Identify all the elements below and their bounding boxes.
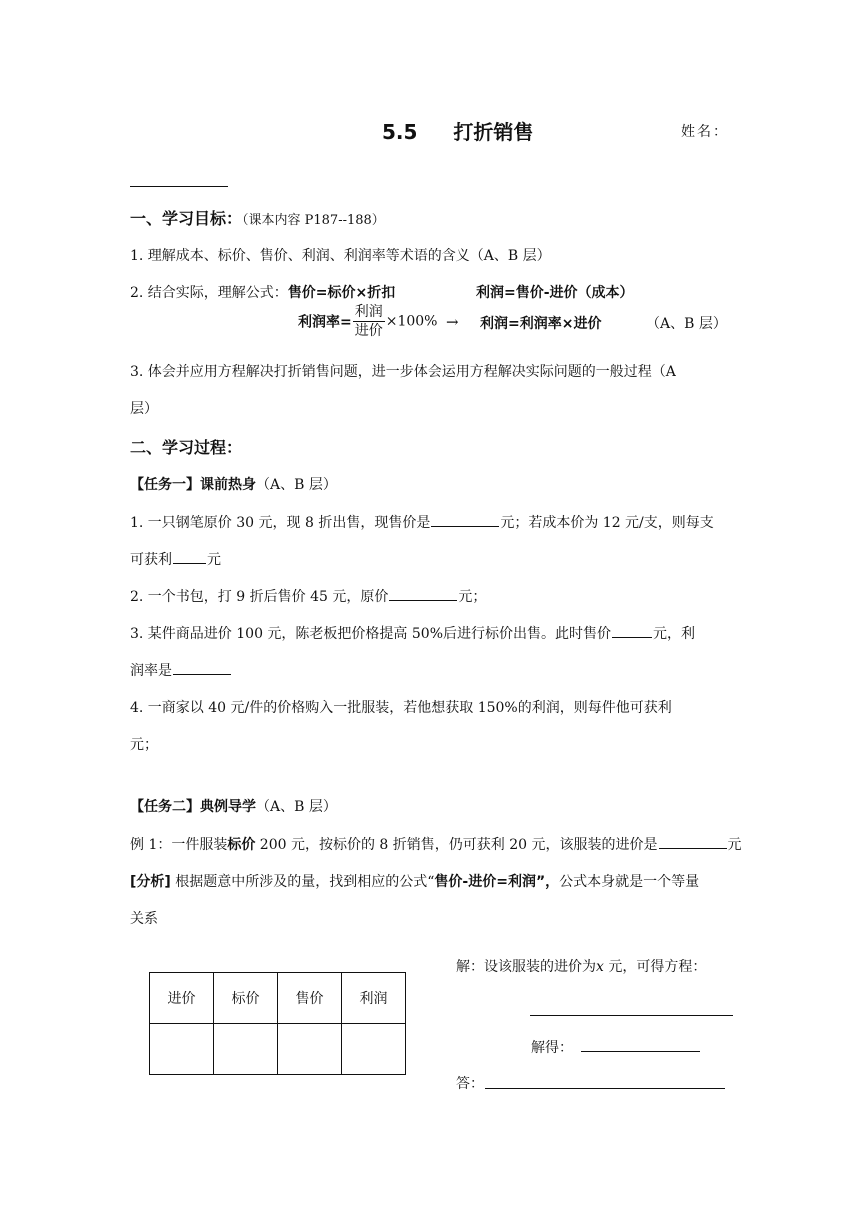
task2-label: 【任务二】典例导学 [130, 799, 256, 815]
name-label: 姓名： [681, 124, 729, 140]
q1-text-c: 可获利 [130, 552, 172, 568]
task1-label: 【任务一】课前热身 [130, 477, 256, 493]
formula-profit: 利润=售价-进价（成本） [476, 285, 634, 301]
rate-formula-row [298, 303, 438, 340]
table-cell-sale[interactable] [278, 1024, 342, 1075]
table-header-profit: 利润 [342, 973, 406, 1024]
table-header-marked: 标价 [214, 973, 278, 1024]
task2-heading [130, 796, 337, 816]
ex1-bold: 标价 [227, 837, 256, 853]
analysis-text-b: 公式本身就是一个等量 [559, 874, 700, 890]
analysis-line2: 关系 [130, 911, 158, 927]
task1-q4-line2: 元； [130, 737, 158, 753]
title-text: 打折销售 [453, 120, 534, 144]
goal-item-2 [130, 282, 395, 302]
solve-intro [456, 956, 706, 976]
answer-blank[interactable] [485, 1088, 725, 1089]
table-header-row [150, 973, 406, 1024]
analysis-text-a: 根据题意中所涉及的量，找到相应的公式“ [170, 874, 435, 890]
analysis-bold: 售价-进价=利润”， [434, 874, 560, 890]
solve-text-a: 解：设该服装的进价为 [456, 959, 596, 975]
table-header-sale: 售价 [278, 973, 342, 1024]
task1-q1-line1 [130, 512, 714, 532]
equation-blank[interactable] [530, 1015, 733, 1016]
goal-item-3-line2: 层） [130, 401, 158, 417]
q1-text-a: 1. 一只钢笔原价 30 元，现 8 折出售，现售价是 [130, 515, 431, 531]
title-number: 5.5 [382, 120, 418, 144]
task1-level: （A、B 层） [256, 477, 337, 493]
solved-blank[interactable] [581, 1051, 700, 1052]
q3-blank-2[interactable] [173, 660, 231, 675]
ex1-text-b: 200 元，按标价的 8 折销售，仍可获利 20 元，该服装的进价是 [255, 837, 658, 853]
ex1-text-a: 例 1：一件服装 [130, 837, 228, 853]
rate-fraction [353, 303, 385, 340]
ex1-blank[interactable] [659, 834, 727, 849]
table-header-cost: 进价 [150, 973, 214, 1024]
ex1-text-c: 元 [727, 837, 742, 853]
rate-suffix: ×100% [385, 313, 438, 330]
task1-q1-line2 [130, 549, 221, 569]
analysis-label: [分析] [130, 874, 171, 890]
table-cell-marked[interactable] [214, 1024, 278, 1075]
goal-item-3-line1: 3. 体会并应用方程解决打折销售问题，进一步体会运用方程解决实际问题的一般过程（A [130, 364, 676, 380]
rate-label: 利润率= [298, 314, 352, 331]
q3-text-b: 元，利 [653, 626, 695, 642]
rate-level: （A、B 层） [646, 316, 727, 332]
q3-text-c: 润率是 [130, 663, 172, 679]
section1-heading-row [130, 206, 385, 229]
rate-numerator: 利润 [354, 304, 383, 320]
formula-profit-rate: 利润=利润率×进价 [480, 316, 602, 332]
name-blank[interactable] [130, 186, 228, 187]
task1-q3-line1 [130, 623, 695, 643]
price-table [149, 972, 406, 1075]
solve-text-b: 元，可得方程： [603, 959, 707, 975]
task1-q2 [130, 586, 486, 606]
q1-text-d: 元 [207, 552, 221, 568]
page-title [382, 116, 533, 145]
q1-blank-1[interactable] [431, 512, 499, 527]
example1 [130, 834, 742, 854]
q2-text-b: 元； [458, 589, 487, 605]
q3-blank-1[interactable] [612, 623, 652, 638]
arrow-icon: → [446, 313, 459, 331]
task1-heading [130, 474, 337, 494]
rate-denominator: 进价 [354, 323, 383, 339]
q3-text-a: 3. 某件商品进价 100 元，陈老板把价格提高 50%后进行标价出售。此时售价 [130, 626, 611, 642]
goal-item-1: 1. 理解成本、标价、售价、利润、利润率等术语的含义（A、B 层） [130, 248, 551, 264]
q1-text-b: 元；若成本价为 12 元/支，则每支 [500, 515, 714, 531]
answer-label: 答： [456, 1076, 484, 1092]
solved-label: 解得： [531, 1040, 573, 1056]
section2-heading: 二、学习过程： [130, 438, 243, 457]
task2-level: （A、B 层） [256, 799, 337, 815]
formula-sale-price: 售价=标价×折扣 [287, 285, 396, 301]
section1-heading-note: （课本内容 P187--188） [242, 213, 385, 228]
task1-q3-line2 [130, 660, 232, 680]
q2-blank[interactable] [389, 586, 457, 601]
section1-heading: 一、学习目标： [130, 209, 243, 228]
table-cell-cost[interactable] [150, 1024, 214, 1075]
goal-item-2-prefix: 2. 结合实际，理解公式： [130, 285, 288, 301]
q2-text-a: 2. 一个书包，打 9 折后售价 45 元，原价 [130, 589, 389, 605]
task1-q4-line1: 4. 一商家以 40 元/件的价格购入一批服装，若他想获取 150%的利润，则每件他可获利 [130, 700, 672, 716]
table-cell-profit[interactable] [342, 1024, 406, 1075]
table-row [150, 1024, 406, 1075]
analysis-line1 [130, 871, 699, 891]
solve-variable: x [596, 959, 604, 975]
q1-blank-2[interactable] [173, 549, 206, 564]
